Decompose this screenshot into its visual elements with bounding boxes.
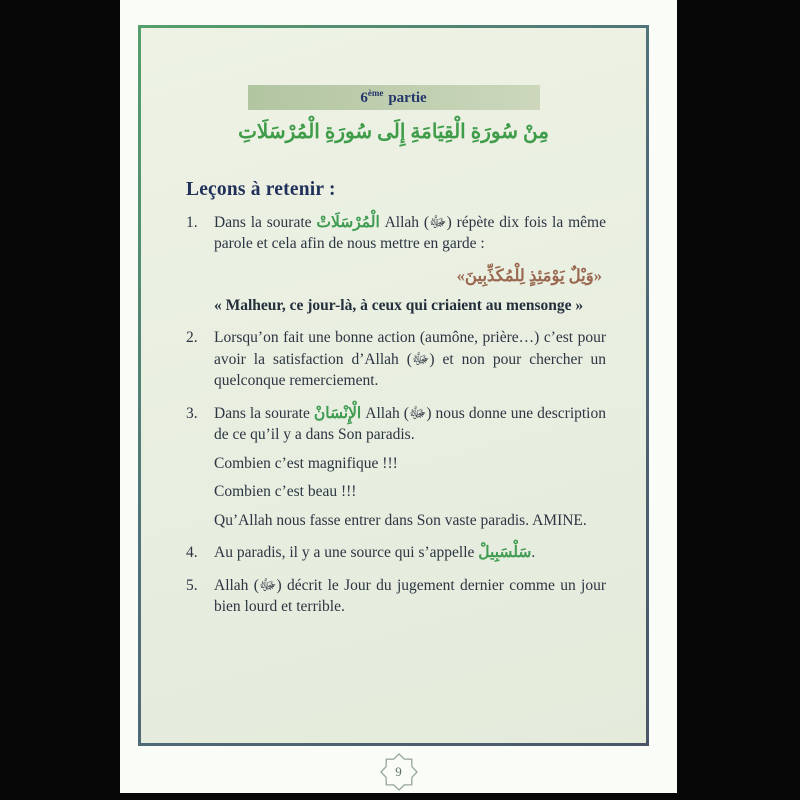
arabic-word: الْإِنْسَانْ [313, 404, 362, 422]
lesson-item-2 [186, 327, 606, 392]
lesson-text [214, 575, 606, 618]
page-frame [138, 25, 649, 746]
lesson-number: 1. [186, 213, 198, 231]
exclamation-line: Qu’Allah nous fasse entrer dans Son vaste paradis. AMINE. [214, 511, 587, 529]
lesson-text [214, 327, 606, 392]
text-segment: Dans la sourate [214, 404, 314, 422]
scanned-book-page [120, 0, 677, 793]
lesson-number: 3. [186, 404, 198, 422]
lesson-number: 2. [186, 329, 198, 346]
page-number-ornament [380, 753, 418, 791]
section-heading: Leçons à retenir : [186, 179, 336, 200]
text-segment: Au paradis, il y a une source qui s’appelle [214, 544, 479, 561]
exclamation-line: Combien c’est beau !!! [214, 483, 357, 500]
lesson-item-5 [186, 575, 606, 618]
text-segment: Lorsqu’on fait une bonne action (aumône, prière…) c’est pour avoir la satisfaction d’Allah (ﷻ) et non pour chercher un quelconque remerciement. [214, 329, 606, 389]
arabic-word: سَلْسَبِيلْ [478, 544, 532, 561]
lesson-number: 4. [186, 544, 198, 561]
text-segment: . [531, 544, 536, 561]
lesson-item-3 [186, 403, 606, 446]
lesson-text [214, 212, 606, 255]
arabic-quran-quote: «وَيْلٌ يَوْمَئِذٍ لِلْمُكَذِّبِينَ» [456, 265, 602, 285]
text-segment: Dans la sourate [214, 213, 317, 231]
lesson-number: 5. [186, 576, 198, 594]
part-ordinal-suffix: ème [367, 88, 384, 98]
page-number: 9 [395, 764, 402, 779]
lesson-item-1 [186, 212, 606, 255]
part-label: partie [388, 90, 427, 106]
part-number: 6 [360, 90, 368, 106]
part-header [248, 85, 540, 110]
lesson-text [214, 403, 606, 446]
page-content [141, 179, 646, 618]
text-segment: Allah (ﷻ) décrit le Jour du jugement dernier comme un jour bien lourd et terrible. [214, 576, 607, 615]
text-segment: Allah (ﷻ) nous donne une description de ce qu’il y a dans Son paradis. [214, 404, 606, 443]
quote-translation: « Malheur, ce jour-là, à ceux qui criaient au mensonge » [214, 296, 584, 314]
lesson-item-4 [186, 542, 606, 564]
exclamation-line: Combien c’est magnifique !!! [214, 454, 398, 472]
text-segment: Allah (ﷻ) répète dix fois la même parole et cela afin de nous mettre en garde : [214, 213, 606, 252]
arabic-word: الْمُرْسَلَاتْ [316, 213, 380, 231]
arabic-chapter-title: مِنْ سُورَةِ الْقِيَامَةِ إِلَى سُورَةِ الْمُرْسَلَاتِ [238, 121, 549, 143]
lesson-text [214, 542, 606, 564]
